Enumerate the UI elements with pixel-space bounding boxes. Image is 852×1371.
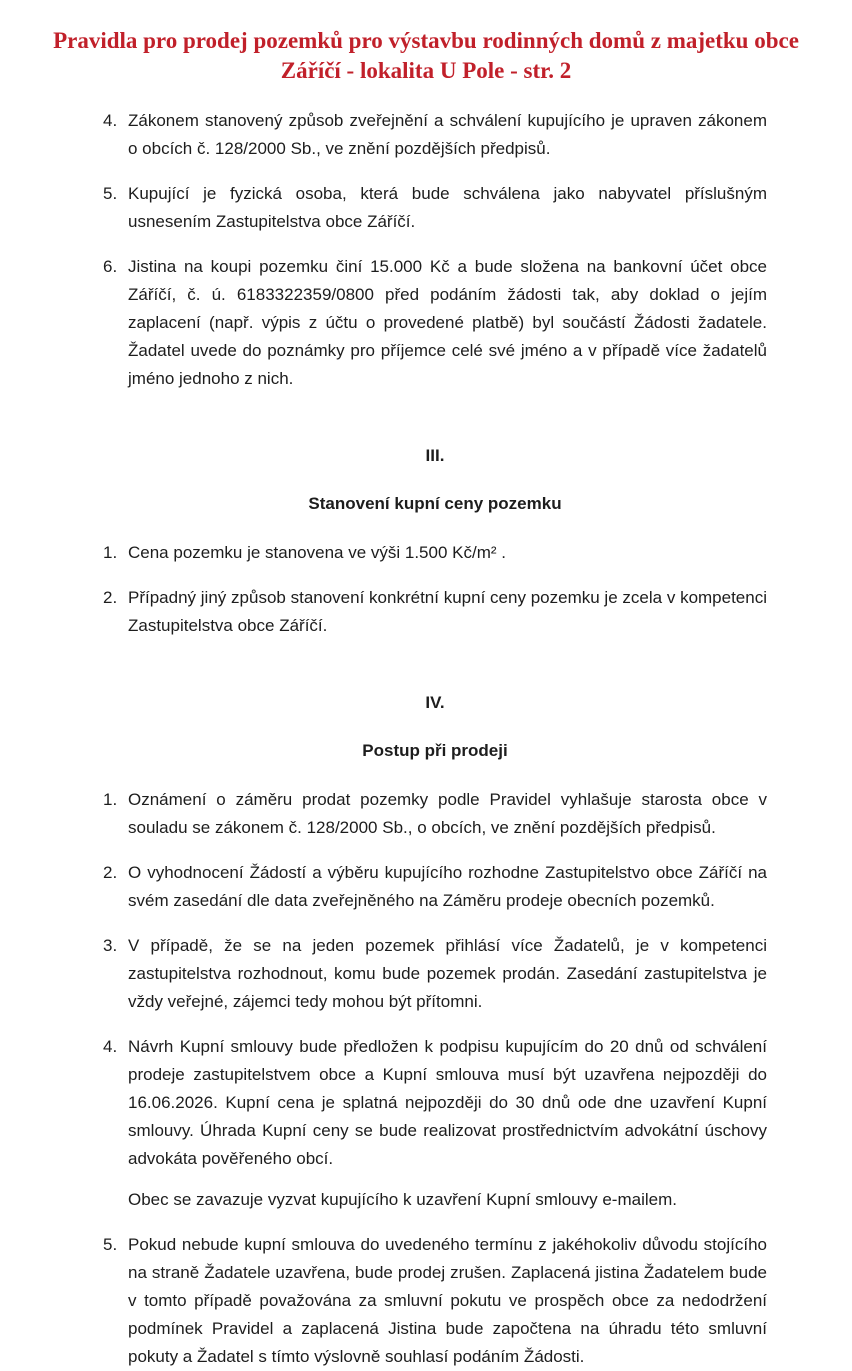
list-item-marker: 6. — [103, 257, 118, 276]
list-item — [103, 180, 767, 236]
list-item — [103, 932, 767, 1016]
list-item-text: Cena pozemku je stanovena ve výši 1.500 Kč/m² . — [128, 543, 506, 562]
list-item — [103, 539, 767, 567]
list-item-marker: 5. — [103, 184, 118, 203]
list-item — [103, 786, 767, 842]
list-item-text: O vyhodnocení Žádostí a výběru kupujícího rozhodne Zastupitelstvo obce Záříčí na svém zasedání dle data zveřejněného na Záměru prodeje obecních pozemků. — [128, 863, 767, 910]
section-3-heading: Stanovení kupní ceny pozemku — [308, 494, 562, 513]
list-item-text: Případný jiný způsob stanovení konkrétní kupní ceny pozemku je zcela v kompetenci Zastupitelstva obce Záříčí. — [128, 588, 767, 635]
list-item-marker: 1. — [103, 790, 118, 809]
list-item-marker: 3. — [103, 936, 118, 955]
list-item-text: Oznámení o záměru prodat pozemky podle Pravidel vyhlašuje starosta obce v souladu se zákonem č. 128/2000 Sb., o obcích, ve znění pozdějších předpisů. — [128, 790, 767, 837]
list-item-marker: 2. — [103, 863, 118, 882]
page-title-line-1: Pravidla pro prodej pozemků pro výstavbu rodinných domů z majetku obce — [53, 28, 799, 53]
list-item-text: Jistina na koupi pozemku činí 15.000 Kč a bude složena na bankovní účet obce Záříčí, č. ú. 6183322359/0800 před podáním žádosti tak, aby doklad o jejím zaplacení (např. výpis z účtu o provedené platbě) byl součástí Žádosti žadatele. Žadatel uvede do poznámky pro příjemce celé své jméno a v případě více žadatelů jméno jednoho z nich. — [128, 257, 767, 388]
section-4-list — [103, 786, 767, 1371]
list-item — [103, 1033, 767, 1214]
list-item-marker: 4. — [103, 111, 118, 130]
list-item-text: Pokud nebude kupní smlouva do uvedeného termínu z jakéhokoliv důvodu stojícího na straně Žadatele uzavřena, bude prodej zrušen. Zaplacená jistina Žadatelem bude v tomto případě považována za smluvní pokutu ve prospěch obce za nedodržení podmínek Pravidel a zaplacená Jistina bude započtena na úhradu této smluvní pokuty a Žadatel s tímto výslovně souhlasí podáním Žádosti. — [128, 1235, 767, 1366]
list-item — [103, 107, 767, 163]
section-3-list — [103, 539, 767, 640]
list-item-subparagraph: Obec se zavazuje vyzvat kupujícího k uzavření Kupní smlouvy e-mailem. — [128, 1190, 677, 1209]
document-body — [103, 107, 767, 1371]
list-item — [103, 859, 767, 915]
page-title-line-2: Záříčí - lokalita U Pole - str. 2 — [280, 58, 572, 83]
list-item-marker: 2. — [103, 588, 118, 607]
list-item-text: Kupující je fyzická osoba, která bude schválena jako nabyvatel příslušným usnesením Zastupitelstva obce Záříčí. — [128, 184, 767, 231]
section-4-heading: Postup při prodeji — [362, 741, 508, 760]
list-item — [103, 253, 767, 393]
list-item-marker: 4. — [103, 1037, 118, 1056]
list-item-text: Zákonem stanovený způsob zveřejnění a schválení kupujícího je upraven zákonem o obcích č. 128/2000 Sb., ve znění pozdějších předpisů. — [128, 111, 767, 158]
list-item-text: V případě, že se na jeden pozemek přihlásí více Žadatelů, je v kompetenci zastupitelstva rozhodnout, komu bude pozemek prodán. Zasedání zastupitelstva je vždy veřejné, zájemci tedy mohou být přítomni. — [128, 936, 767, 1011]
list-item — [103, 584, 767, 640]
intro-list — [103, 107, 767, 393]
list-item-marker: 1. — [103, 543, 118, 562]
section-3-numeral: III. — [425, 446, 445, 465]
list-item-marker: 5. — [103, 1235, 118, 1254]
list-item-text: Návrh Kupní smlouvy bude předložen k podpisu kupujícím do 20 dnů od schválení prodeje zastupitelstvem obce a Kupní smlouva musí být uzavřena nejpozději do 16.06.2026. Kupní cena je splatná nejpozději do 30 dnů ode dne uzavření Kupní smlouvy. Úhrada Kupní ceny se bude realizovat prostřednictvím advokátní úschovy advokáta pověřeného obcí. — [128, 1037, 767, 1168]
document-page — [0, 26, 852, 1366]
list-item — [103, 1231, 767, 1371]
page-title — [10, 26, 842, 86]
section-4-numeral: IV. — [425, 693, 445, 712]
